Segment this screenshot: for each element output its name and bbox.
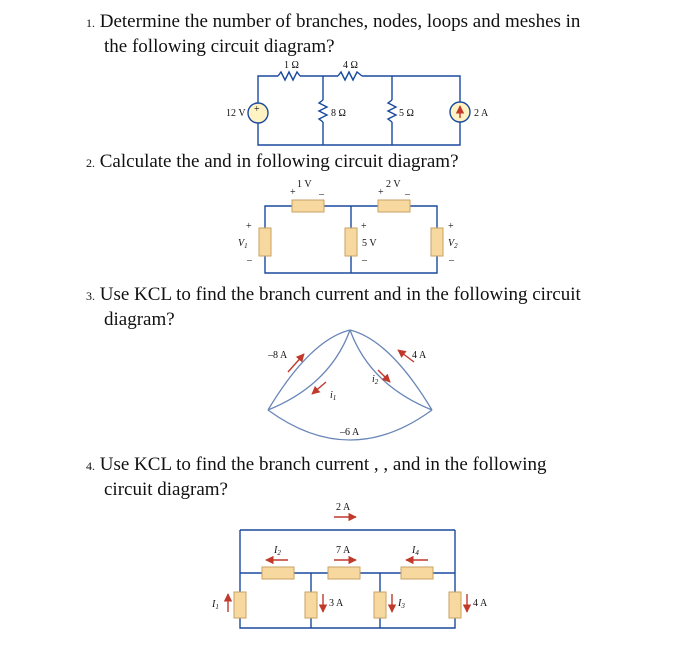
- figure-3-circuit: [268, 330, 432, 440]
- fig1-label-2a: 2 A: [474, 108, 489, 119]
- fig1-label-8ohm: 8 Ω: [331, 108, 346, 119]
- fig1-wire: [258, 122, 460, 145]
- question-3-text-line1: Use KCL to find the branch current and in the following circuit: [99, 284, 581, 305]
- fig3-arc-left-upper: [268, 330, 350, 410]
- fig2-plus-1: +: [290, 187, 296, 198]
- fig2-plus-2: +: [378, 187, 384, 198]
- fig1-resistor-5ohm: [388, 100, 396, 122]
- fig2-minus-mid: –: [362, 255, 367, 266]
- fig4-label-i2: $I_2$: [274, 545, 281, 557]
- question-1-text-line2: the following circuit diagram?: [104, 36, 335, 57]
- question-1-number: 1.: [86, 16, 95, 30]
- fig3-label-minus6a: –6 A: [340, 427, 360, 438]
- fig4-label-4a: 4 A: [473, 598, 488, 609]
- fig1-label-5ohm: 5 Ω: [399, 108, 414, 119]
- fig4-element-mid-center: [328, 567, 360, 579]
- fig1-label-4ohm: 4 Ω: [343, 60, 358, 71]
- fig1-wire: [362, 76, 460, 102]
- fig2-minus-right: –: [449, 255, 454, 266]
- fig3-arrow-i1: [312, 382, 326, 394]
- fig4-label-i1: $I_1$: [212, 599, 219, 611]
- figure-1-circuit: [248, 72, 470, 145]
- fig2-label-1v: 1 V: [297, 179, 312, 190]
- fig2-element-middle: [345, 228, 357, 256]
- question-3-text-line2: diagram?: [104, 309, 175, 330]
- fig2-plus-right: +: [448, 221, 454, 232]
- question-3-number: 3.: [86, 289, 95, 303]
- fig3-label-minus8a: –8 A: [268, 350, 288, 361]
- fig1-label-1ohm: 1 Ω: [284, 60, 299, 71]
- fig2-minus-2: –: [405, 189, 410, 200]
- fig2-label-2v: 2 V: [386, 179, 401, 190]
- fig3-label-i2: $i_2$: [372, 374, 379, 386]
- fig2-wire: [410, 206, 437, 228]
- fig4-label-i3: $I_3$: [398, 598, 405, 610]
- fig4-label-i4: $I_4$: [412, 545, 419, 557]
- fig4-label-3a: 3 A: [329, 598, 344, 609]
- fig1-label-plus: +: [254, 104, 260, 115]
- fig2-plus-left: +: [246, 221, 252, 232]
- question-1-text-line1: Determine the number of branches, nodes, loops and meshes in: [99, 11, 581, 32]
- fig2-label-5v: 5 V: [362, 238, 377, 249]
- fig2-plus-mid: +: [361, 221, 367, 232]
- fig2-label-v2: $V_2$: [448, 238, 458, 250]
- question-4-text-line1: Use KCL to find the branch current , , and in the following: [99, 454, 547, 475]
- fig4-element-mid-left: [262, 567, 294, 579]
- question-4-text-line2: circuit diagram?: [104, 479, 228, 500]
- fig1-resistor-8ohm: [319, 100, 327, 122]
- fig3-arc-left-inner: [268, 330, 350, 410]
- fig2-minus-1: –: [319, 189, 324, 200]
- fig4-element-bottom-3: [374, 592, 386, 618]
- fig4-wire-bottom: [240, 618, 455, 628]
- question-4-number: 4.: [86, 459, 95, 473]
- fig1-wire: [258, 76, 278, 103]
- fig1-label-12v: 12 V: [226, 108, 246, 119]
- fig4-label-7a: 7 A: [336, 545, 351, 556]
- fig2-element-top-right: [378, 200, 410, 212]
- fig1-resistor-4ohm: [338, 72, 362, 80]
- fig4-element-bottom-1: [234, 592, 246, 618]
- fig2-element-right: [431, 228, 443, 256]
- question-2-number: 2.: [86, 156, 95, 170]
- fig2-label-v1: $V_1$: [238, 238, 248, 250]
- fig3-label-i1: $i_1$: [330, 390, 337, 402]
- fig3-arc-right-inner: [350, 330, 432, 410]
- fig3-arc-right-upper: [350, 330, 432, 410]
- fig4-element-bottom-2: [305, 592, 317, 618]
- question-2-text-line1: Calculate the and in following circuit diagram?: [99, 151, 459, 172]
- fig4-element-bottom-4: [449, 592, 461, 618]
- fig2-minus-left: –: [247, 255, 252, 266]
- fig2-element-top-left: [292, 200, 324, 212]
- fig4-label-2a: 2 A: [336, 502, 351, 513]
- fig1-resistor-1ohm: [278, 72, 300, 80]
- fig2-wire: [265, 206, 292, 228]
- fig4-element-mid-right: [401, 567, 433, 579]
- fig2-element-left: [259, 228, 271, 256]
- fig3-label-4a: 4 A: [412, 350, 427, 361]
